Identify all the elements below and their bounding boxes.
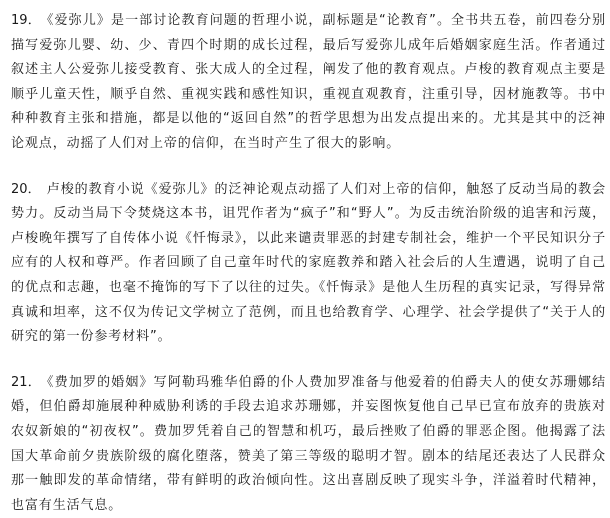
- paragraph-20: [11, 178, 606, 350]
- paragraph-21: [11, 371, 606, 518]
- paragraph-text: 卢梭的教育小说《爱弥儿》的泛神论观点动摇了人们对上帝的信仰，触怒了反动当局的教会势力。反动当局下令焚烧这本书，诅咒作者为“疯子”和“野人”。为反击统治阶级的追害和污蔑，卢梭晚年撰写了自传体小说《忏悔录》，以此来谴责罪恶的封建专制社会，维护一个平民知识分子应有的人权和尊严。作者回顾了自己童年时代的家庭教养和踏入社会后的人生遭遇，说明了自己的优点和志趣，也毫不掩饰的写下了以往的过失。《忏悔录》是他人生历程的真实记录，写得异常真诚和坦率，这不仅为传记文学树立了范例，而且也给教育学、心理学、社会学提供了“关于人的研究的第一份参考材料”。: [11, 181, 606, 345]
- paragraph-19: [11, 9, 606, 157]
- item-number: 20．: [11, 181, 41, 197]
- item-number: 21．: [11, 374, 42, 390]
- paragraph-text: 《费加罗的婚姻》写阿勒玛雅华伯爵的仆人费加罗准备与他爱着的伯爵夫人的使女苏珊娜结婚，但伯爵却施展种种威胁利诱的手段去追求苏珊娜，并妄图恢复他自己早已宣布放弃的贵族对农奴新娘的“初夜权”。费加罗凭着自己的智慧和机巧，最后挫败了伯爵的罪恶企图。他揭露了法国大革命前夕贵族阶级的腐化堕落，赞美了第三等级的聪明才智。剧本的结尾还表达了人民群众那一触即发的革命情绪，带有鲜明的政治倾向性。这出喜剧反映了现实斗争，洋溢着时代精神，也富有生活气息。: [11, 374, 606, 513]
- paragraph-text: 《爱弥儿》是一部讨论教育问题的哲理小说，副标题是“论教育”。全书共五卷，前四卷分别描写爱弥儿婴、幼、少、青四个时期的成长过程，最后写爱弥儿成年后婚姻家庭生活。作者通过叙述主人公爱弥儿接受教育、张大成人的全过程，阐发了他的教育观点。卢梭的教育观点主要是顺乎儿童天性，顺乎自然、重视实践和感性知识，重视直观教育，注重引导，因材施教等。书中种种教育主张和措施，都是以他的“返回自然”的哲学思想为出发点提出来的。尤其是其中的泛神论观点，动摇了人们对上帝的信仰，在当时产生了很大的影响。: [11, 13, 606, 151]
- item-number: 19．: [11, 13, 41, 28]
